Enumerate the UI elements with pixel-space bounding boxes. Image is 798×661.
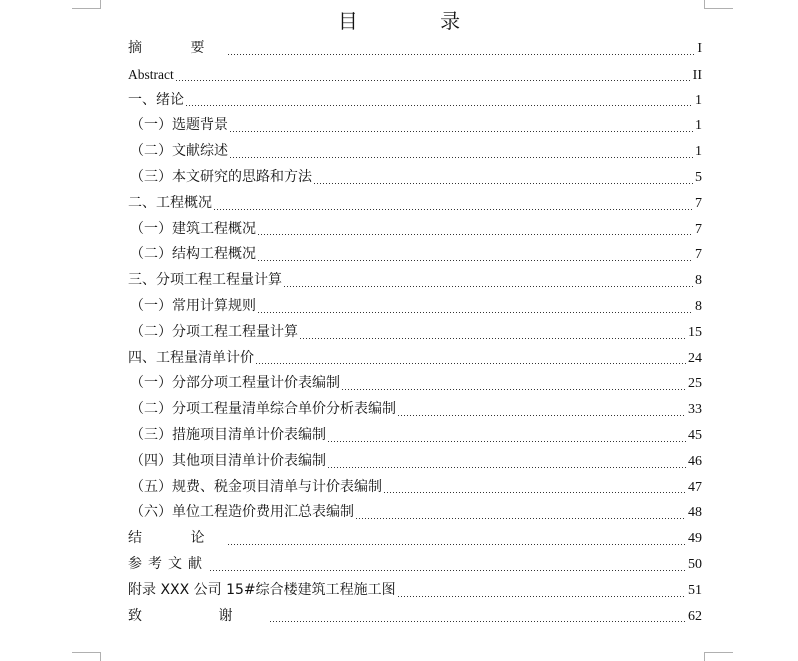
toc-entry[interactable]	[128, 320, 702, 346]
toc-entry-label: （二）文献综述	[130, 143, 228, 160]
toc-entry[interactable]	[128, 578, 702, 604]
toc-entry[interactable]	[128, 526, 702, 552]
toc-entry-page: 1	[695, 118, 702, 134]
toc-entry[interactable]	[128, 346, 702, 372]
toc-entry-label: 参考文献	[128, 555, 208, 572]
toc-entry-label: （六）单位工程造价费用汇总表编制	[130, 504, 354, 521]
toc-entry-page: 50	[688, 556, 702, 572]
toc-entry-label: 致 谢	[128, 607, 269, 624]
toc-entry-label: 附录 XXX 公司 15#综合楼建筑工程施工图	[128, 581, 396, 598]
toc-entry[interactable]	[128, 268, 702, 294]
toc-entry-page: 45	[688, 427, 702, 443]
toc-leader-dots	[300, 338, 686, 339]
toc-entry-page: 15	[688, 324, 702, 340]
toc-entry-page: 7	[695, 195, 702, 211]
toc-entry-page: 46	[688, 453, 702, 469]
toc-entry[interactable]	[128, 500, 702, 526]
table-of-contents	[128, 36, 702, 629]
toc-leader-dots	[328, 467, 686, 468]
toc-entry-page: 8	[695, 273, 702, 289]
toc-entry-label: 摘 要	[128, 40, 227, 56]
toc-entry[interactable]	[128, 604, 702, 630]
toc-leader-dots	[228, 544, 686, 545]
toc-entry-label: （一）常用计算规则	[130, 297, 256, 314]
toc-entry[interactable]	[128, 552, 702, 578]
toc-entry[interactable]	[128, 113, 702, 139]
toc-leader-dots	[210, 570, 686, 571]
toc-entry-page: II	[692, 67, 702, 83]
toc-entry-page: 1	[695, 144, 702, 160]
toc-entry[interactable]	[128, 397, 702, 423]
toc-entry[interactable]	[128, 475, 702, 501]
toc-entry-page: 62	[688, 608, 702, 624]
toc-entry-label: Abstract	[128, 66, 174, 82]
toc-entry[interactable]	[128, 449, 702, 475]
toc-entry[interactable]	[128, 165, 702, 191]
toc-leader-dots	[176, 80, 691, 81]
toc-leader-dots	[270, 621, 686, 622]
toc-entry-label: （一）分部分项工程量计价表编制	[130, 375, 340, 392]
toc-entry-label: （二）结构工程概况	[130, 246, 256, 263]
toc-entry-label: 二、工程概况	[128, 194, 212, 211]
toc-leader-dots	[258, 312, 693, 313]
toc-leader-dots	[342, 389, 686, 390]
toc-leader-dots	[284, 286, 693, 287]
toc-entry-page: 24	[688, 350, 702, 366]
toc-leader-dots	[356, 518, 686, 519]
toc-leader-dots	[230, 131, 693, 132]
toc-entry-page: 49	[688, 531, 702, 547]
toc-entry[interactable]	[128, 139, 702, 165]
toc-entry-label: （三）措施项目清单计价表编制	[130, 426, 326, 443]
toc-entry[interactable]	[128, 242, 702, 268]
toc-leader-dots	[258, 234, 693, 235]
toc-entry-page: 7	[695, 221, 702, 237]
toc-entry-page: 51	[688, 582, 702, 598]
toc-entry-label: （二）分项工程量清单综合单价分析表编制	[130, 401, 396, 418]
toc-leader-dots	[186, 105, 693, 106]
toc-title: 目 录	[337, 9, 499, 33]
toc-leader-dots	[384, 492, 686, 493]
toc-leader-dots	[398, 415, 686, 416]
toc-leader-dots	[228, 54, 695, 55]
toc-entry-page: 8	[695, 298, 702, 314]
toc-entry-page: 25	[688, 376, 702, 392]
toc-entry-label: （五）规费、税金项目清单与计价表编制	[130, 478, 382, 495]
toc-leader-dots	[230, 157, 693, 158]
toc-leader-dots	[328, 441, 686, 442]
toc-entry-label: （三）本文研究的思路和方法	[130, 168, 312, 185]
toc-leader-dots	[398, 596, 686, 597]
toc-entry[interactable]	[128, 371, 702, 397]
toc-entry[interactable]	[128, 36, 702, 62]
toc-entry-label: 三、分项工程工程量计算	[128, 272, 282, 289]
toc-entry-label: 结 论	[128, 530, 227, 547]
toc-leader-dots	[314, 183, 693, 184]
toc-entry-label: （二）分项工程工程量计算	[130, 323, 298, 340]
toc-leader-dots	[258, 260, 693, 261]
toc-entry[interactable]	[128, 88, 702, 114]
toc-entry-page: 47	[688, 479, 702, 495]
toc-entry-label: 一、绪论	[128, 91, 184, 108]
toc-entry[interactable]	[128, 294, 702, 320]
toc-entry-page: 7	[695, 247, 702, 263]
toc-entry-label: （四）其他项目清单计价表编制	[130, 452, 326, 469]
toc-entry-label: （一）建筑工程概况	[130, 220, 256, 237]
toc-entry-page: I	[697, 41, 702, 56]
toc-leader-dots	[256, 363, 686, 364]
toc-entry-page: 33	[688, 402, 702, 418]
toc-entry-page: 48	[688, 505, 702, 521]
toc-entry[interactable]	[128, 62, 702, 88]
toc-entry-page: 1	[695, 92, 702, 108]
toc-entry[interactable]	[128, 423, 702, 449]
toc-entry-label: （一）选题背景	[130, 117, 228, 134]
toc-entry-label: 四、工程量清单计价	[128, 349, 254, 366]
toc-entry[interactable]	[128, 217, 702, 243]
toc-entry-page: 5	[695, 169, 702, 185]
toc-entry[interactable]	[128, 191, 702, 217]
toc-leader-dots	[214, 209, 693, 210]
